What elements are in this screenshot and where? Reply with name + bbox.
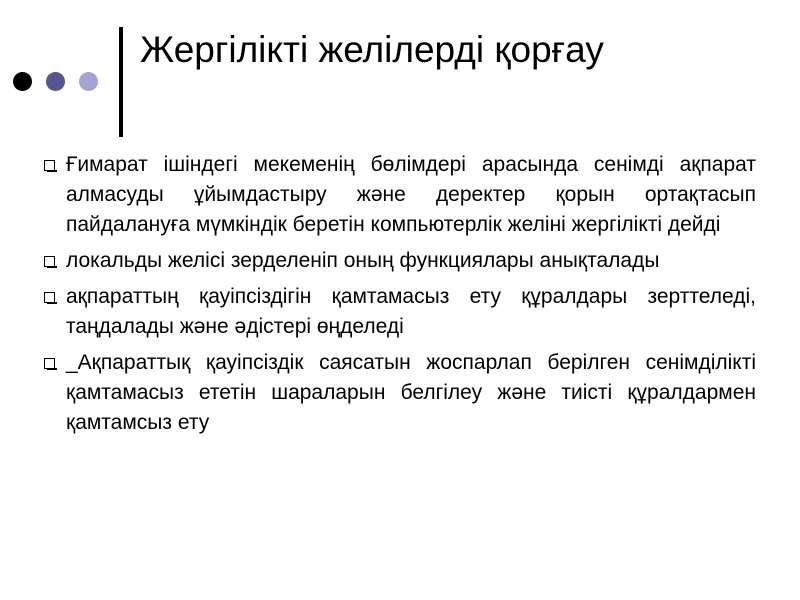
lavender-dot-icon bbox=[79, 72, 98, 91]
black-dot-icon bbox=[13, 72, 32, 91]
checkbox-bullet-icon bbox=[44, 348, 66, 378]
decorative-dots bbox=[13, 72, 98, 91]
checkbox-bullet-icon bbox=[44, 150, 66, 180]
bullet-item bbox=[44, 282, 756, 342]
bullet-text: локальды желісі зерделеніп оның функциялары анықталады bbox=[66, 249, 660, 272]
bullet-item bbox=[44, 246, 756, 276]
bullet-item bbox=[44, 150, 756, 240]
title-divider bbox=[119, 27, 123, 137]
slide-title: Жергілікті желілерді қорғау bbox=[140, 29, 604, 70]
bullet-list bbox=[44, 150, 756, 444]
bullet-text: ақпараттың қауіпсіздігін қамтамасыз ету құралдары зерттеледі, таңдалады және әдістері өңделеді bbox=[66, 285, 756, 338]
bullet-item bbox=[44, 348, 756, 438]
bullet-text: _Ақпараттық қауіпсіздік саясатын жоспарлап берілген сенімділікті қамтамасыз ететін шараларын белгілеу және тиісті құралдармен қамтамсыз ету bbox=[66, 351, 756, 434]
checkbox-bullet-icon bbox=[44, 246, 66, 276]
navy-dot-icon bbox=[46, 72, 65, 91]
bullet-text: Ғимарат ішіндегі мекеменің бөлімдері арасында сенімді ақпарат алмасуды ұйымдастыру және деректер қорын ортақтасып пайдалануға мүмкіндік беретін компьютерлік желіні жергілікті дейді bbox=[66, 153, 756, 236]
checkbox-bullet-icon bbox=[44, 282, 66, 312]
